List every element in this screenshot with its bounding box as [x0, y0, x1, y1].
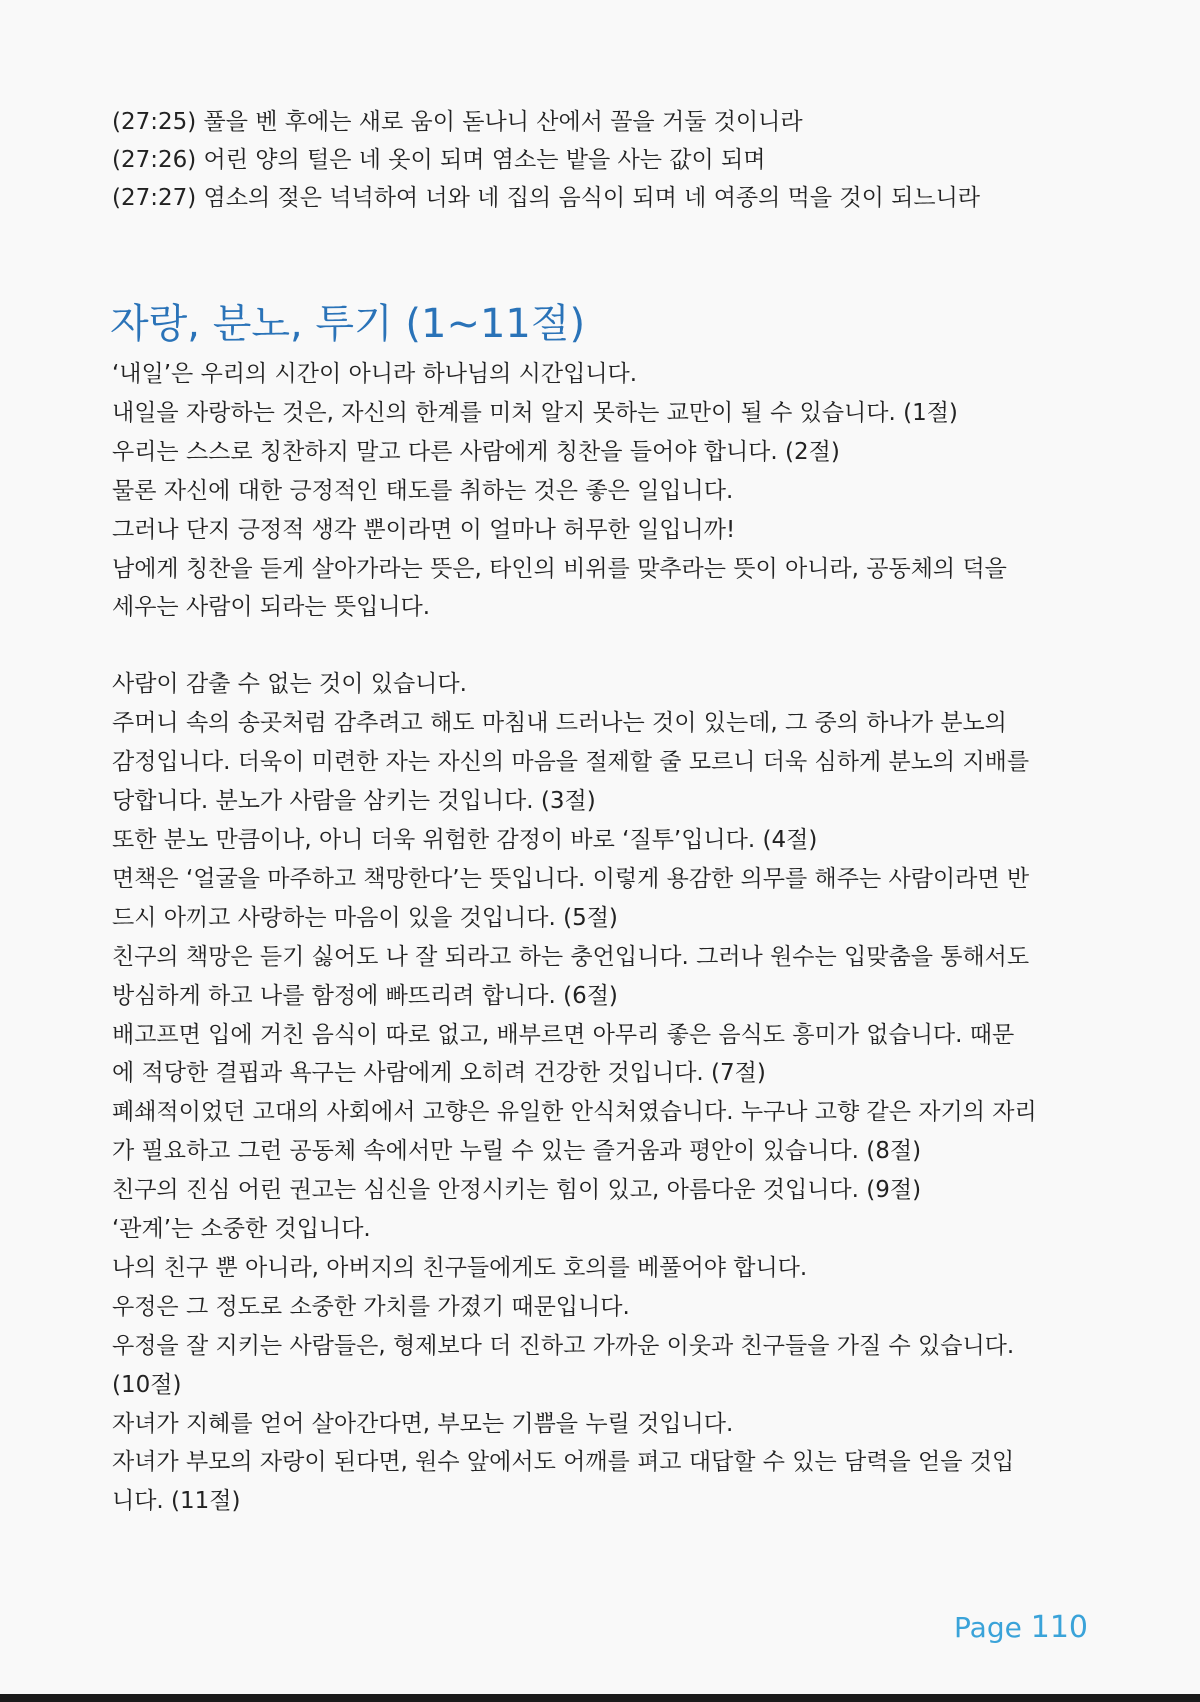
text-line: 면책은 ‘얼굴을 마주하고 책망한다’는 뜻입니다. 이렇게 용감한 의무를 해주는 사람이라면 반 — [112, 865, 1030, 892]
text-line: 우정은 그 정도로 소중한 가치를 가졌기 때문입니다. — [112, 1293, 630, 1320]
verse-line: (27:27) 염소의 젖은 넉넉하여 너와 네 집의 음식이 되며 네 여종의 먹을 것이 되느니라 — [112, 185, 981, 211]
text-line: 주머니 속의 송곳처럼 감추려고 해도 마침내 드러나는 것이 있는데, 그 중의 하나가 분노의 — [112, 710, 1007, 737]
section-title: 자랑, 분노, 투기 (1~11절) — [110, 301, 586, 347]
text-line: ‘내일’은 우리의 시간이 아니라 하나님의 시간입니다. — [112, 361, 638, 387]
verse-line: (27:26) 어린 양의 털은 네 옷이 되며 염소는 밭을 사는 값이 되며 — [112, 147, 766, 173]
verse-list — [112, 103, 1112, 217]
text-line: 방심하게 하고 나를 함정에 빠뜨리려 합니다. (6절) — [112, 982, 618, 1009]
text-line: 감정입니다. 더욱이 미련한 자는 자신의 마음을 절제할 줄 모르니 더욱 심하게 분노의 지배를 — [112, 749, 1030, 776]
text-line: 드시 아끼고 사랑하는 마음이 있을 것입니다. (5절) — [112, 904, 618, 931]
text-line: 당합니다. 분노가 사람을 삼키는 것입니다. (3절) — [112, 788, 596, 815]
bottom-border — [0, 1694, 1200, 1702]
text-line: 또한 분노 만큼이나, 아니 더욱 위험한 감정이 바로 ‘질투’입니다. (4절) — [112, 826, 818, 853]
text-line: 에 적당한 결핍과 욕구는 사람에게 오히려 건강한 것입니다. (7절) — [112, 1060, 766, 1087]
text-line: 그러나 단지 긍정적 생각 뿐이라면 이 얼마나 허무한 일입니까! — [112, 516, 736, 543]
text-line: 나의 친구 뿐 아니라, 아버지의 친구들에게도 호의를 베풀어야 합니다. — [112, 1254, 808, 1281]
text-line: 세우는 사람이 되라는 뜻입니다. — [112, 594, 431, 621]
text-line: (10절) — [112, 1371, 182, 1398]
text-line: 우정을 잘 지키는 사람들은, 형제보다 더 진하고 가까운 이웃과 친구들을 가질 수 있습니다. — [112, 1332, 1015, 1359]
page-number-value: 110 — [1030, 1610, 1088, 1645]
text-line: 폐쇄적이었던 고대의 사회에서 고향은 유일한 안식처였습니다. 누구나 고향 같은 자기의 자리 — [112, 1099, 1037, 1126]
text-line: 자녀가 부모의 자랑이 된다면, 원수 앞에서도 어깨를 펴고 대답할 수 있는 담력을 얻을 것입 — [112, 1449, 1015, 1476]
paragraph — [112, 355, 1102, 627]
page-label: Page — [954, 1611, 1022, 1644]
verse-line: (27:25) 풀을 벤 후에는 새로 움이 돋나니 산에서 꼴을 거둘 것이니라 — [112, 109, 803, 135]
text-line: 가 필요하고 그런 공동체 속에서만 누릴 수 있는 즐거움과 평안이 있습니다. (8절) — [112, 1138, 922, 1165]
text-line: 남에게 칭찬을 듣게 살아가라는 뜻은, 타인의 비위를 맞추라는 뜻이 아니라, 공동체의 덕을 — [112, 555, 1007, 582]
text-line: 사람이 감출 수 없는 것이 있습니다. — [112, 671, 467, 698]
commentary-body — [112, 355, 1102, 1559]
text-line: 자녀가 지혜를 얻어 살아간다면, 부모는 기쁨을 누릴 것입니다. — [112, 1410, 734, 1437]
text-line: 물론 자신에 대한 긍정적인 태도를 취하는 것은 좋은 일입니다. — [112, 477, 734, 504]
paragraph — [112, 665, 1102, 1521]
text-line: 친구의 책망은 듣기 싫어도 나 잘 되라고 하는 충언입니다. 그러나 원수는 입맞춤을 통해서도 — [112, 943, 1030, 970]
text-line: 내일을 자랑하는 것은, 자신의 한계를 미처 알지 못하는 교만이 될 수 있습니다. (1절) — [112, 399, 958, 426]
text-line: 니다. (11절) — [112, 1488, 241, 1515]
text-line: 우리는 스스로 칭찬하지 말고 다른 사람에게 칭찬을 들어야 합니다. (2절) — [112, 438, 840, 465]
text-line: 친구의 진심 어린 권고는 심신을 안정시키는 힘이 있고, 아름다운 것입니다. (9절) — [112, 1177, 922, 1204]
page-number — [954, 1608, 1088, 1648]
text-line: 배고프면 입에 거친 음식이 따로 없고, 배부르면 아무리 좋은 음식도 흥미가 없습니다. 때문 — [112, 1021, 1015, 1048]
text-line: ‘관계’는 소중한 것입니다. — [112, 1216, 371, 1243]
